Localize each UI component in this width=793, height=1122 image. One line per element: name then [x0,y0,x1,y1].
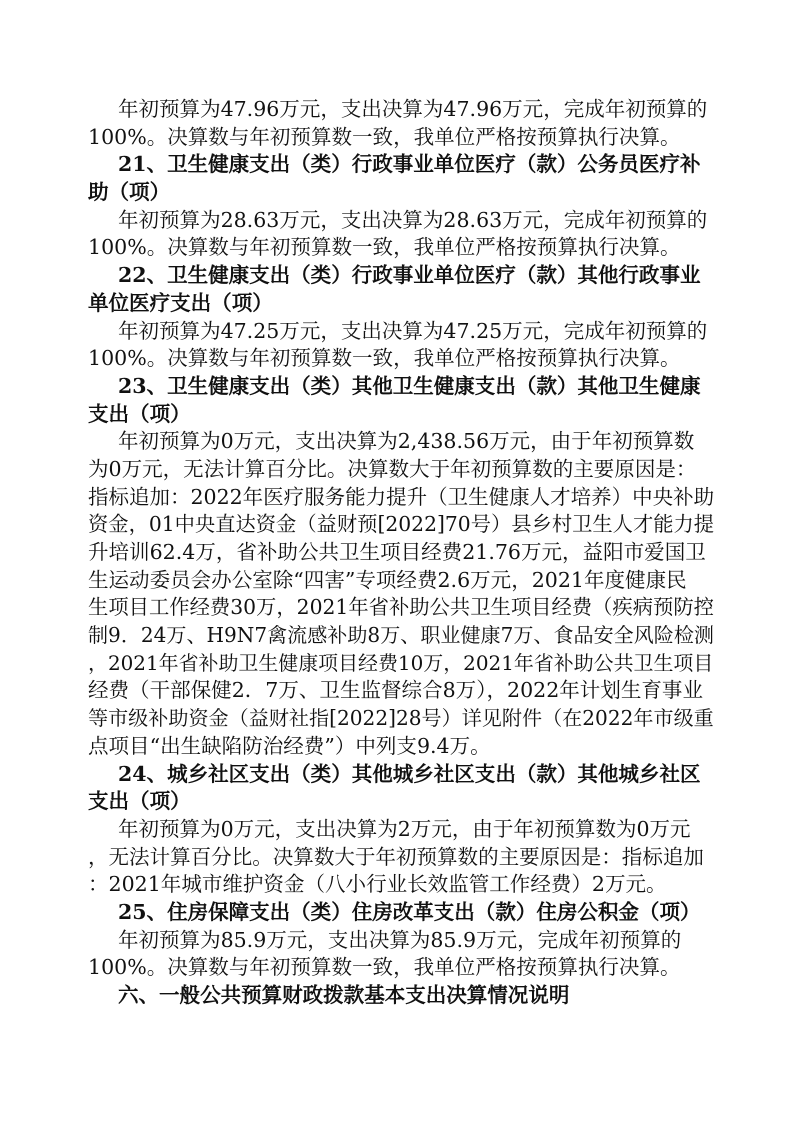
section-heading-line: 单位医疗支出（项） [88,290,273,315]
document-page [88,96,728,1010]
paragraph-line: 年初预算为0万元，支出决算为2万元，由于年初预算数为0万元 [118,816,691,841]
section-heading-line: 助（项） [88,180,171,205]
paragraph-line: 年初预算为47.25万元，支出决算为47.25万元，完成年初预算的 [118,318,708,343]
section-heading-line: 支出（项） [88,789,191,814]
section-heading-line: 支出（项） [88,401,191,426]
paragraph-line: 100%。决算数与年初预算数一致，我单位严格按预算执行决算。 [88,235,681,260]
paragraph-line: 为0万元，无法计算百分比。决算数大于年初预算数的主要原因是： [88,456,697,481]
paragraph-line: 生运动委员会办公室除“四害”专项经费2.6万元，2021年度健康民 [88,567,687,592]
paragraph-line: 指标追加：2022年医疗服务能力提升（卫生健康人才培养）中央补助 [88,484,715,509]
paragraph-line: 资金，01中央直达资金（益财预[2022]70号）县乡村卫生人才能力提 [88,512,715,537]
paragraph-line: 年初预算为47.96万元，支出决算为47.96万元，完成年初预算的 [118,97,708,121]
section-heading-line: 24、城乡社区支出（类）其他城乡社区支出（款）其他城乡社区 [118,761,701,786]
paragraph-line: 年初预算为85.9万元，支出决算为85.9万元，完成年初预算的 [118,927,682,952]
paragraph-line: 年初预算为0万元，支出决算为2,438.56万元，由于年初预算数 [118,429,695,454]
section-heading-line: 23、卫生健康支出（类）其他卫生健康支出（款）其他卫生健康 [118,373,701,398]
paragraph-line: 生项目工作经费30万，2021年省补助公共卫生项目经费（疾病预防控 [88,595,714,620]
paragraph-line: 100%。决算数与年初预算数一致，我单位严格按预算执行决算。 [88,955,681,980]
section-heading-line: 25、住房保障支出（类）住房改革支出（款）住房公积金（项） [118,899,701,924]
paragraph-line: ：2021年城市维护资金（八小行业长效监管工作经费）2万元。 [88,872,667,897]
section-heading-line: 22、卫生健康支出（类）行政事业单位医疗（款）其他行政事业 [118,263,701,288]
section-heading-line: 六、一般公共预算财政拨款基本支出决算情况说明 [118,983,570,1007]
paragraph-line: 经费（干部保健2．7万、卫生监督综合8万），2022年计划生育事业 [88,678,703,703]
paragraph-line: ，无法计算百分比。决算数大于年初预算数的主要原因是：指标追加 [88,844,704,869]
paragraph-line: ，2021年省补助卫生健康项目经费10万，2021年省补助公共卫生项目 [88,650,714,675]
paragraph-line: 100%。决算数与年初预算数一致，我单位严格按预算执行决算。 [88,346,681,371]
paragraph-line: 年初预算为28.63万元，支出决算为28.63万元，完成年初预算的 [118,207,708,232]
paragraph-line: 制9．24万、H9N7禽流感补助8万、职业健康7万、食品安全风险检测 [88,623,714,648]
paragraph-line: 等市级补助资金（益财社指[2022]28号）详见附件（在2022年市级重 [88,706,714,731]
paragraph-line: 点项目“出生缺陷防治经费”）中列支9.4万。 [88,733,491,758]
section-heading-line: 21、卫生健康支出（类）行政事业单位医疗（款）公务员医疗补 [118,152,701,177]
paragraph-line: 100%。决算数与年初预算数一致，我单位严格按预算执行决算。 [88,124,681,149]
paragraph-line: 升培训62.4万，省补助公共卫生项目经费21.76万元，益阳市爱国卫 [88,540,706,564]
